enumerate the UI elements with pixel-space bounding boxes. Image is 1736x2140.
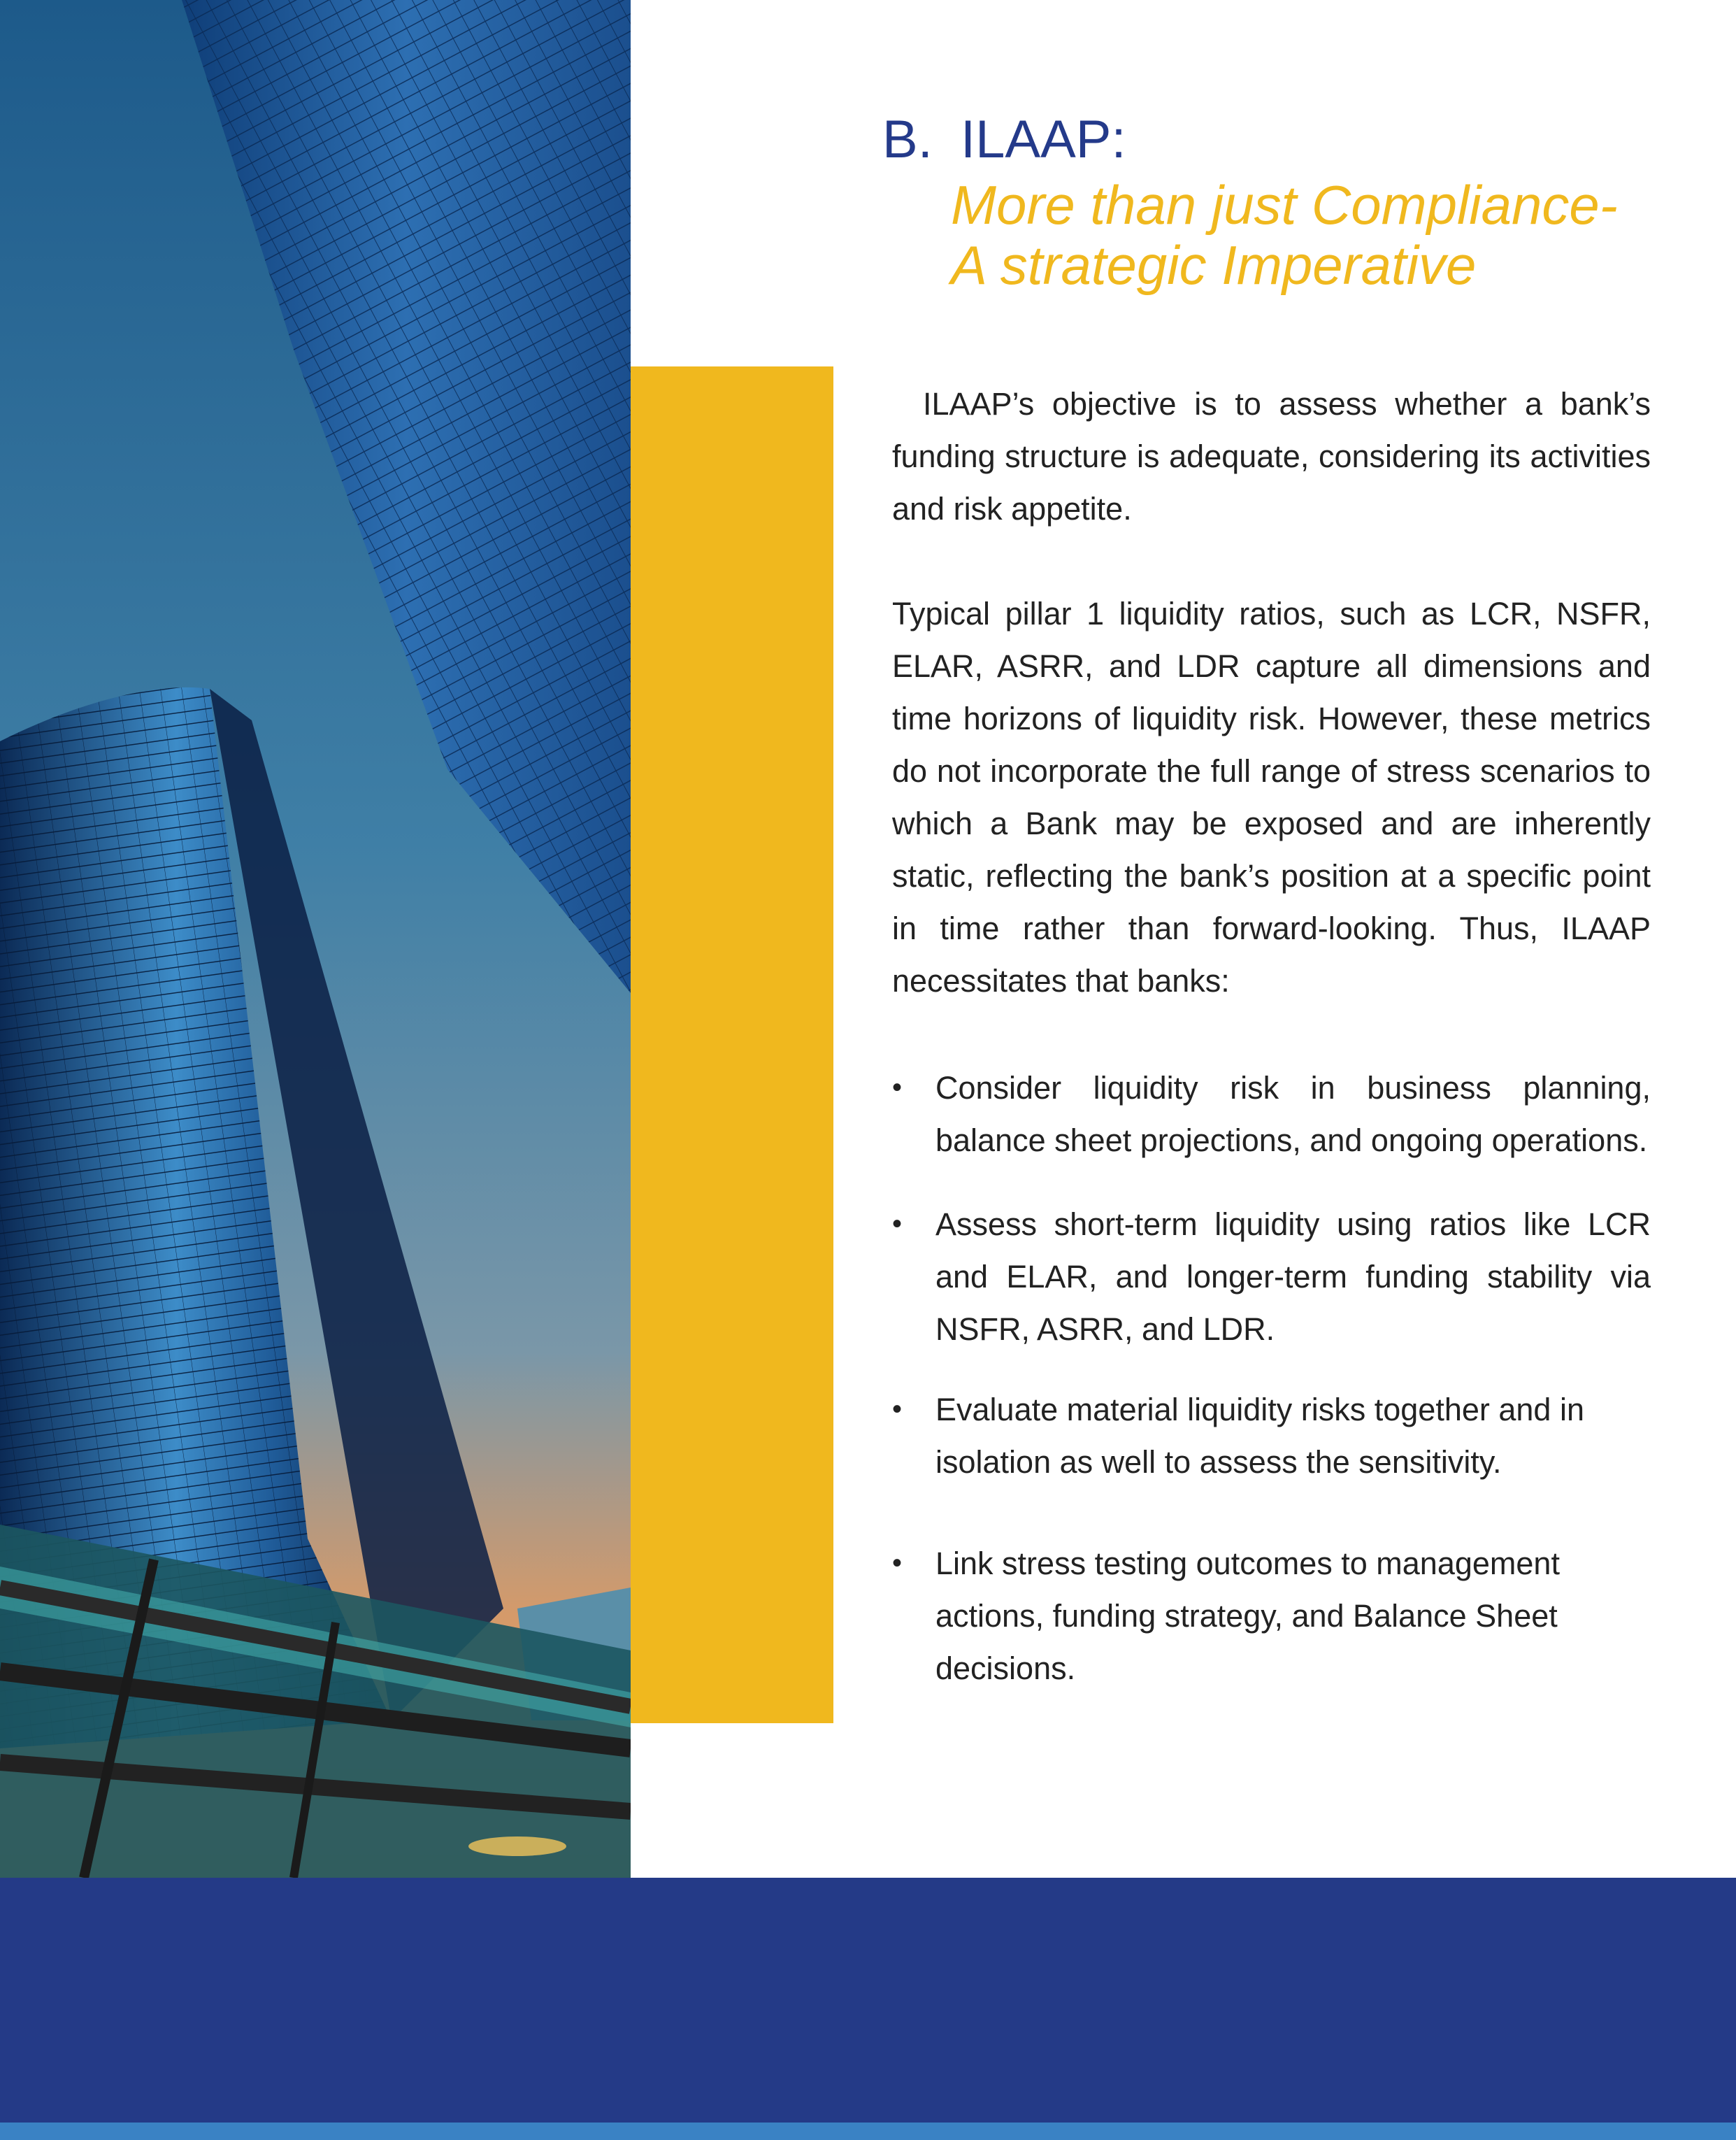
subtitle-line-2: A strategic Imperative xyxy=(951,234,1477,296)
accent-bar xyxy=(631,366,833,1723)
list-item-text: Evaluate material liquidity risks together and in isolation as well to assess the sensitivity. xyxy=(935,1392,1584,1480)
bullet-icon: • xyxy=(892,1208,903,1239)
section-heading xyxy=(882,105,1721,295)
section-subtitle xyxy=(951,175,1721,295)
bullet-icon: • xyxy=(892,1072,903,1103)
list-item xyxy=(892,1198,1651,1355)
intro-paragraph: ILAAP’s objective is to assess whether a bank’s funding structure is adequate, considering its activities and risk appetite. xyxy=(892,386,1651,527)
list-item-text: Assess short-term liquidity using ratios like LCR and ELAR, and longer-term funding stability via NSFR, ASRR, and LDR. xyxy=(935,1206,1651,1347)
section-letter: B. xyxy=(882,110,933,169)
footer-band xyxy=(0,1878,1736,2123)
ratios-paragraph: Typical pillar 1 liquidity ratios, such as LCR, NSFR, ELAR, ASRR, and LDR capture all dimensions and time horizons of liquidity risk. However, these metrics do not incorporate the full range of stress scenarios to which a Bank may be exposed and are inherently static, reflecting the bank’s position at a specific point in time rather than forward-looking. Thus, ILAAP necessitates that banks: xyxy=(892,596,1651,999)
bullet-icon: • xyxy=(892,1394,903,1425)
bullet-icon: • xyxy=(892,1548,903,1578)
skyscraper-photo xyxy=(0,0,631,1878)
list-item xyxy=(892,1537,1651,1695)
section-title: ILAAP: xyxy=(961,110,1126,169)
list-item-text: Link stress testing outcomes to management actions, funding strategy, and Balance Sheet decisions. xyxy=(935,1546,1560,1686)
list-item xyxy=(892,1383,1651,1488)
list-item-text: Consider liquidity risk in business planning, balance sheet projections, and ongoing operations. xyxy=(935,1070,1651,1158)
requirements-list xyxy=(892,1062,1651,1695)
list-item xyxy=(892,1062,1651,1167)
subtitle-line-1: More than just Compliance- xyxy=(951,174,1618,236)
heading-title-line xyxy=(882,105,1721,175)
footer-strip xyxy=(0,2123,1736,2140)
body-content xyxy=(892,378,1651,1695)
